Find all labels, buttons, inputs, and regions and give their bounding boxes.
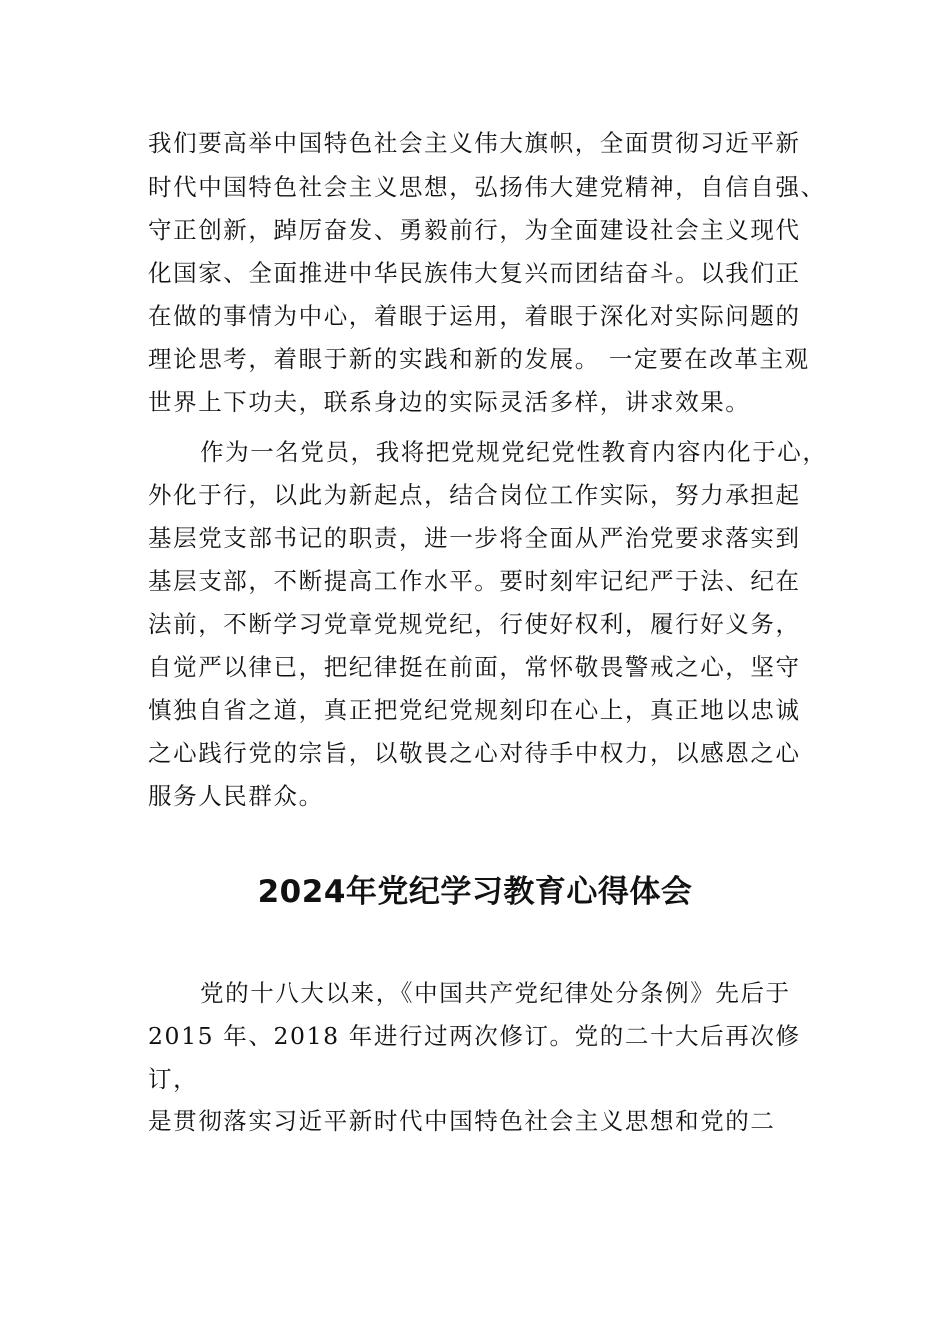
paragraph-line: 慎独自省之道，真正把党纪党规刻印在心上，真正地以忠诚 bbox=[148, 696, 801, 724]
paragraph-line: 理论思考，着眼于新的实践和新的发展。 一定要在改革主观 bbox=[148, 345, 810, 373]
paragraph-line: 服务人民群众。 bbox=[148, 782, 324, 810]
paragraph-line: 订， bbox=[148, 1065, 199, 1093]
paragraph-line: 外化于行，以此为新起点，结合岗位工作实际，努力承担起 bbox=[148, 481, 801, 509]
paragraph-line: 之心践行党的宗旨，以敬畏之心对待手中权力，以感恩之心 bbox=[148, 739, 801, 767]
paragraph-line: 是贯彻落实习近平新时代中国特色社会主义思想和党的二 bbox=[148, 1107, 776, 1135]
paragraph-line: 基层支部，不断提高工作水平。要时刻牢记纪严于法、纪在 bbox=[148, 567, 801, 595]
paragraph-line: 基层党支部书记的职责，进一步将全面从严治党要求落实到 bbox=[148, 524, 801, 552]
paragraph-line: 化国家、全面推进中华民族伟大复兴而团结奋斗。以我们正 bbox=[148, 259, 801, 287]
paragraph-line: 时代中国特色社会主义思想，弘扬伟大建党精神，自信自强、 bbox=[148, 173, 826, 201]
paragraph-line: 2015 年、2018 年进行过两次修订。党的二十大后再次修 bbox=[148, 1022, 801, 1050]
paragraph-line: 法前，不断学习党章党规党纪，行使好权利，履行好义务， bbox=[148, 610, 801, 638]
paragraph-line: 我们要高举中国特色社会主义伟大旗帜，全面贯彻习近平新 bbox=[148, 129, 801, 157]
paragraph-line: 世界上下功夫，联系身边的实际灵活多样，讲求效果。 bbox=[148, 388, 751, 416]
paragraph-line: 作为一名党员，我将把党规党纪党性教育内容内化于心， bbox=[200, 438, 828, 466]
paragraph-line: 守正创新，踔厉奋发、勇毅前行，为全面建设社会主义现代 bbox=[148, 216, 801, 244]
section-title: 2024年党纪学习教育心得体会 bbox=[257, 874, 693, 910]
paragraph-line: 党的十八大以来，《中国共产党纪律处分条例》先后于 bbox=[200, 979, 791, 1007]
paragraph-line: 在做的事情为中心，着眼于运用，着眼于深化对实际问题的 bbox=[148, 302, 801, 330]
paragraph-line: 自觉严以律已，把纪律挺在前面，常怀敬畏警戒之心，坚守 bbox=[148, 653, 801, 681]
